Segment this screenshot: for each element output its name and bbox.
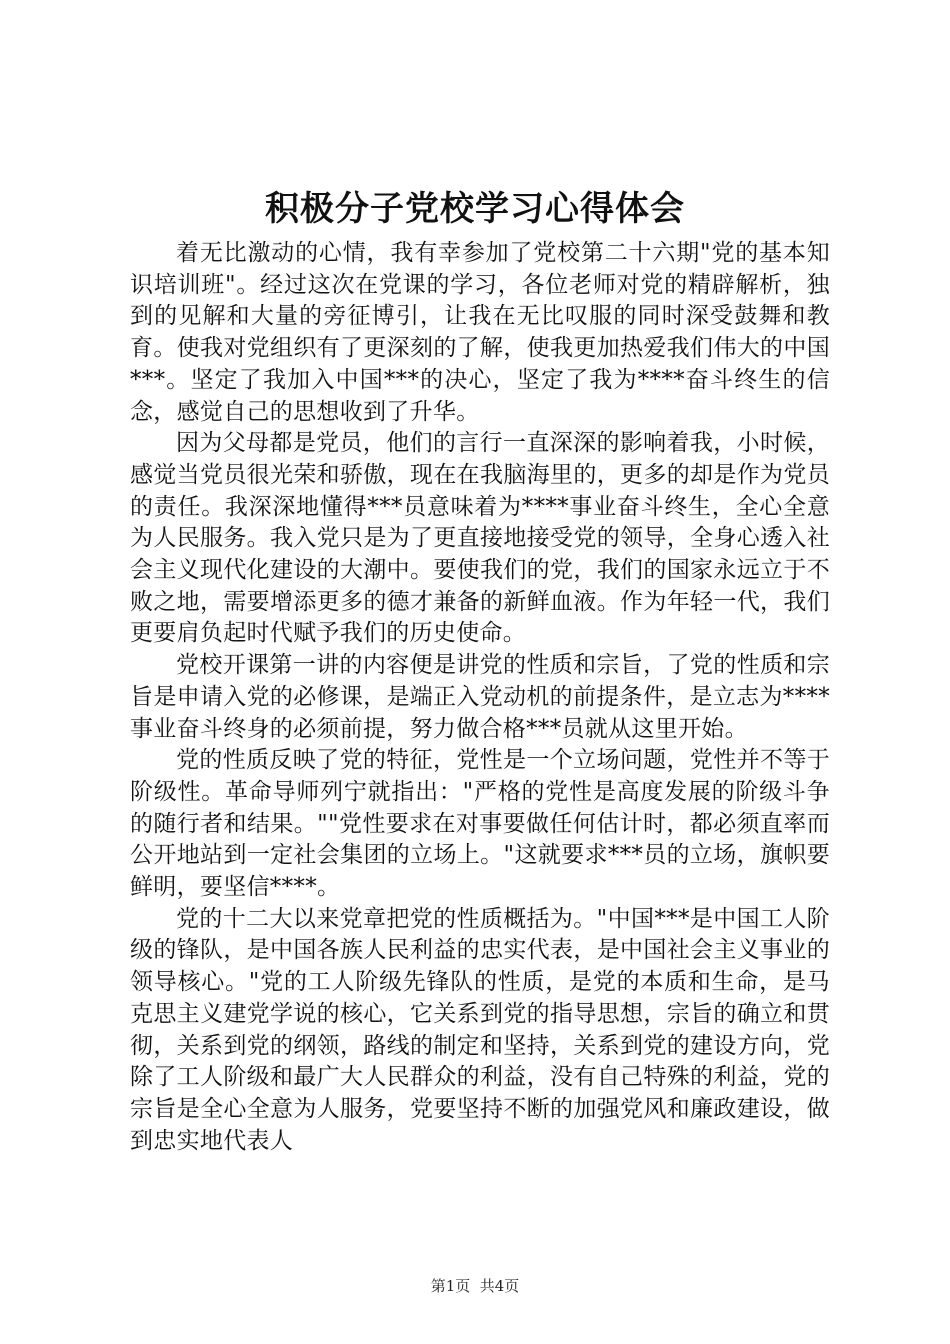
document-title: 积极分子党校学习心得体会 (265, 189, 685, 229)
paragraph-1: 着无比激动的心情，我有幸参加了党校第二十六期"党的基本知识培训班"。经过这次在党课的学习，各位老师对党的精辟解析，独到的见解和大量的旁征博引，让我在无比叹服的同时深受鼓舞和教育。使我对党组织有了更深刻的了解，使我更加热爱我们伟大的中国***。坚定了我加入中国***的决心，坚定了我为****奋斗终生的信念，感觉自己的思想收到了升华。 (130, 240, 830, 425)
page-footer (0, 1276, 950, 1296)
paragraph-3: 党校开课第一讲的内容便是讲党的性质和宗旨，了党的性质和宗旨是申请入党的必修课，是端正入党动机的前提条件，是立志为****事业奋斗终身的必须前提，努力做合格***员就从这里开始。 (130, 652, 830, 742)
document-body (130, 238, 830, 1157)
paragraph-2: 因为父母都是党员，他们的言行一直深深的影响着我，小时候，感觉当党员很光荣和骄傲，现在在我脑海里的，更多的却是作为党员的责任。我深深地懂得***员意味着为****事业奋斗终生，全心全意为人民服务。我入党只是为了更直接地接受党的领导，全身心透入社会主义现代化建设的大潮中。要使我们的党，我们的国家永远立于不败之地，需要增添更多的德才兼备的新鲜血液。作为年轻一代，我们更要肩负起时代赋予我们的历史使命。 (130, 430, 830, 647)
page-number: 第1页 共4页 (430, 1277, 520, 1295)
paragraph-4: 党的性质反映了党的特征，党性是一个立场问题，党性并不等于阶级性。革命导师列宁就指出："严格的党性是高度发展的阶级斗争的随行者和结果。""党性要求在对事要做任何估计时，都必须直率而公开地站到一定社会集团的立场上。"这就要求***员的立场，旗帜要鲜明，要坚信****。 (130, 747, 830, 901)
paragraph-5: 党的十二大以来党章把党的性质概括为。"中国***是中国工人阶级的锋队，是中国各族人民利益的忠实代表，是中国社会主义事业的领导核心。"党的工人阶级先锋队的性质，是党的本质和生命，是马克思主义建党学说的核心，它关系到党的指导思想，宗旨的确立和贯彻，关系到党的纲领，路线的制定和坚持，关系到党的建设方向，党除了工人阶级和最广大人民群众的利益，没有自己特殊的利益，党的宗旨是全心全意为人服务，党要坚持不断的加强党风和廉政建设，做到忠实地代表人 (130, 905, 830, 1154)
